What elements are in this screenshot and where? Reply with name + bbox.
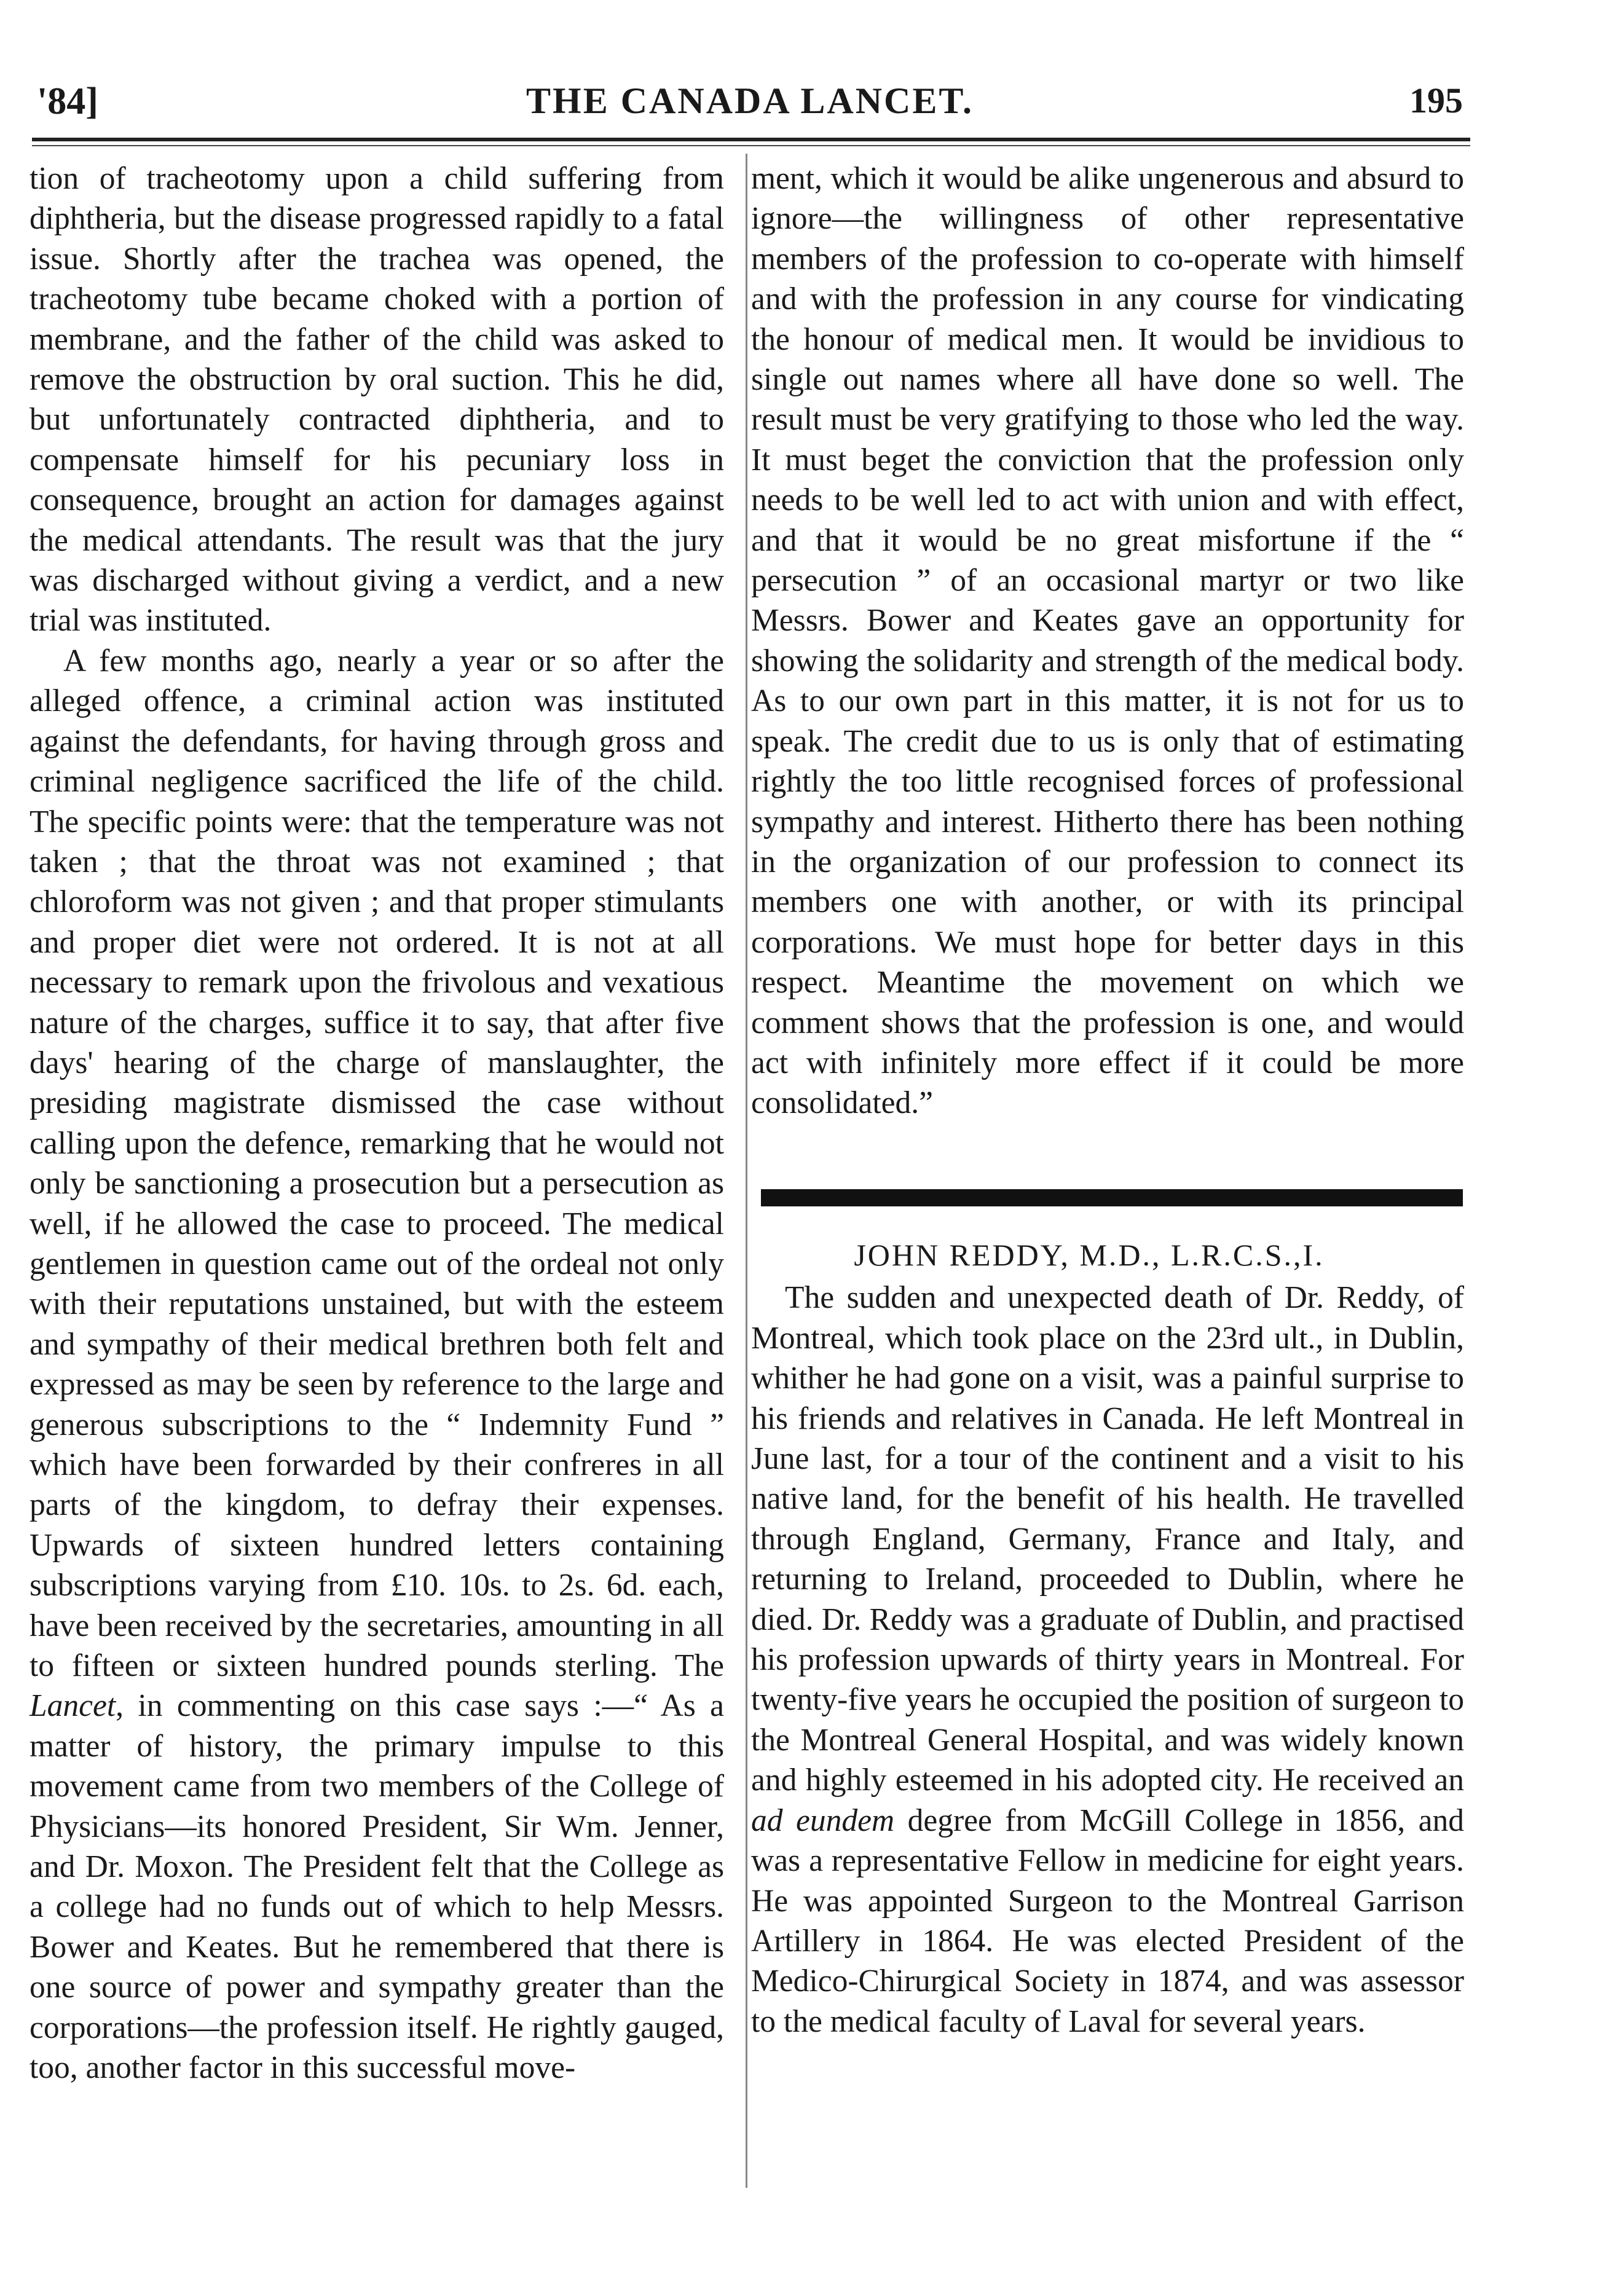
paragraph: ment, which it would be alike ungenerous and absurd to ignore—the willingness of other representative members of the profession to co-operate with himself and with the profession in any course for vindicating the honour of medical men. It would be invidious to single out names where all have done so well. The result must be very gratifying to those who led the way. It must beget the conviction that the profession only needs to be well led to act with union and with effect, and that it would be no great misfortune if the “ persecution ” of an occasional martyr or two like Messrs. Bower and Keates gave an opportunity for showing the solidarity and strength of the medical body. As to our own part in this matter, it is not for us to speak. The credit due to us is only that of estimating rightly the too little recognised forces of professional sympathy and interest. Hitherto there has been nothing in the organization of our profession to connect its members one with another, or with its principal corporations. We must hope for better days in this respect. Meantime the movement on which we comment shows that the profession is one, and would act with infinitely more effect if it could be more consolidated.”: [751, 161, 1464, 1121]
paragraph: [30, 641, 724, 2088]
header-rule: [32, 138, 1470, 141]
text-run: degree from McGill College in 1856, and was a representative Fellow in medicine for eight years. He was appointed Surgeon to the Montreal Garrison Artillery in 1864. He was elected President of the Medico-Chirurgical Society in 1874, and was assessor to the medical faculty of Laval for several years.: [751, 1803, 1464, 2039]
text-run: A few months ago, nearly a year or so after the alleged offence, a criminal action was instituted against the defendants, for having through gross and criminal negligence sacrificed the life of the child. The specific points were: that the temperature was not taken ; that the throat was not examined ; that chloroform was not given ; and that proper stimulants and proper diet were not ordered. It is not at all necessary to remark upon the frivolous and vexatious nature of the charges, suffice it to say, that after five days' hearing of the charge of manslaughter, the presiding magistrate dismissed the case without calling upon the defence, remarking that he would not only be sanctioning a prosecution but a persecution as well, if he allowed the case to proceed. The medical gentlemen in question came out of the ordeal not only with their reputations unstained, but with the esteem and sympathy of their medical brethren both felt and expressed as may be seen by reference to the large and generous subscriptions to the “ Indemnity Fund ” which have been forwarded by their confreres in all parts of the kingdom, to defray their expenses. Upwards of sixteen hundred letters containing subscriptions varying from £10. 10s. to 2s. 6d. each, have been received by the secretaries, amounting in all to fifteen or sixteen hundred pounds sterling. The: [30, 643, 724, 1684]
journal-title: THE CANADA LANCET.: [526, 81, 974, 121]
paragraph: [751, 1278, 1464, 2042]
header-year: '84]: [37, 81, 98, 122]
obituary-title: JOHN REDDY, M.D., L.R.C.S.,I.: [854, 1238, 1325, 1272]
latin-phrase-italic: ad eundem: [751, 1803, 895, 1838]
text-run: The sudden and unexpected death of Dr. Reddy, of Montreal, which took place on the 23rd ult., in Dublin, whither he had gone on a visit, was a painful surprise to his friends and relatives in Canada. He left Montreal in June last, for a tour of the continent and a visit to his native land, for the benefit of his health. He travelled through England, Germany, France and Italy, and returning to Ireland, proceeded to Dublin, where he died. Dr. Reddy was a graduate of Dublin, and practised his profession upwards of thirty years in Montreal. For twenty-five years he occupied the position of surgeon to the Montreal General Hospital, and was widely known and highly esteemed in his adopted city. He received an: [751, 1280, 1464, 1798]
section-divider-bar: [761, 1189, 1463, 1206]
page-header: [37, 80, 1463, 129]
journal-name-italic: Lancet: [30, 1688, 116, 1724]
text-run: , in commenting on this case says :—“ As a matter of history, the primary impulse to this movement came from two members of the College of Physicians—its honored President, Sir Wm. Jenner, and Dr. Moxon. The President felt that the College as a college had no funds out of which to help Messrs. Bower and Keates. But he remembered that there is one source of power and sympathy greater than the corporations—the profession itself. He rightly gauged, too, another factor in this successful move-: [30, 1688, 724, 2086]
left-column: [30, 159, 724, 2088]
header-rule-thin: [32, 145, 1470, 146]
right-column: [751, 159, 1464, 1123]
page-number: 195: [1409, 81, 1463, 120]
obituary-section: [751, 1235, 1464, 2042]
paragraph: tion of tracheotomy upon a child suffering from diphtheria, but the disease progressed rapidly to a fatal issue. Shortly after the trachea was opened, the tracheotomy tube became choked with a portion of membrane, and the father of the child was asked to remove the obstruction by oral suction. This he did, but unfortunately contracted diphtheria, and to compensate himself for his pecuniary loss in consequence, brought an action for damages against the medical attendants. The result was that the jury was discharged without giving a verdict, and a new trial was instituted.: [30, 161, 724, 639]
column-divider: [746, 154, 747, 2188]
